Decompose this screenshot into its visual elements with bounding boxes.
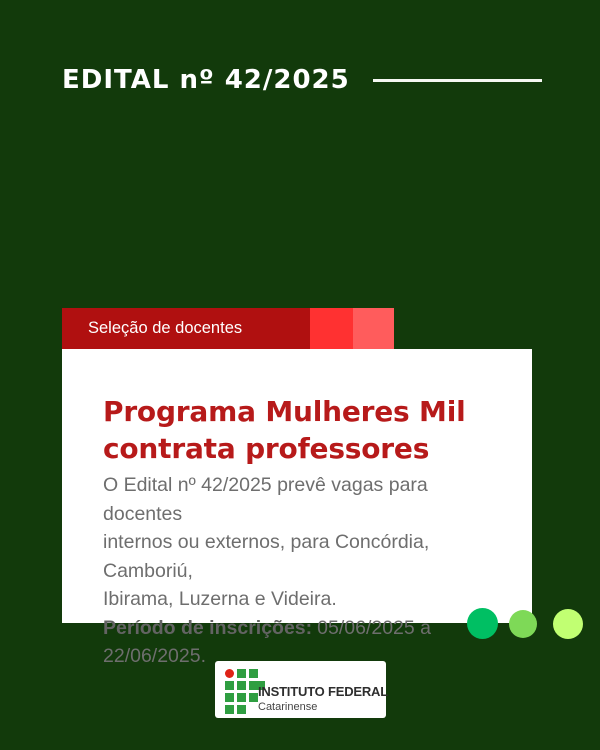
period-label: Período de inscrições: [103,616,313,639]
logo-square [237,705,246,714]
card-body-line2: internos ou externos, para Concórdia, Camboriú, [103,531,430,582]
card-title [103,393,466,467]
decor-circle-green [509,610,537,638]
logo-dot-red [225,669,234,678]
banner-accent-bright-red [310,308,353,349]
banner-label: Seleção de docentes [62,308,310,349]
logo-square [225,681,234,690]
header-title: EDITAL nº 42/2025 [62,65,350,95]
logo-square [225,693,234,702]
logo-square [249,669,258,678]
logo-square [249,693,258,702]
section-banner [62,308,394,349]
card-body [103,471,503,671]
card-body-line1: O Edital nº 42/2025 prevê vagas para docentes [103,474,428,525]
logo-subname: Catarinense [258,701,318,713]
logo-square [237,693,246,702]
decor-circle-emerald [467,608,498,639]
card-body-line3: Ibirama, Luzerna e Videira. [103,588,337,610]
period-value: 05/06/2025 a 22/06/2025. [103,616,432,667]
institutional-logo [215,661,386,718]
card-title-line2: contrata professores [103,432,430,465]
logo-square [237,681,246,690]
logo-name: INSTITUTO FEDERAL [258,684,388,699]
decor-circle-lime [553,609,583,639]
header-divider-line [373,79,542,82]
logo-square [225,705,234,714]
logo-text [258,684,388,714]
content-card [62,349,532,667]
banner-accent-light-red [353,308,394,349]
card-title-line1: Programa Mulheres Mil [103,395,466,428]
logo-square [237,669,246,678]
